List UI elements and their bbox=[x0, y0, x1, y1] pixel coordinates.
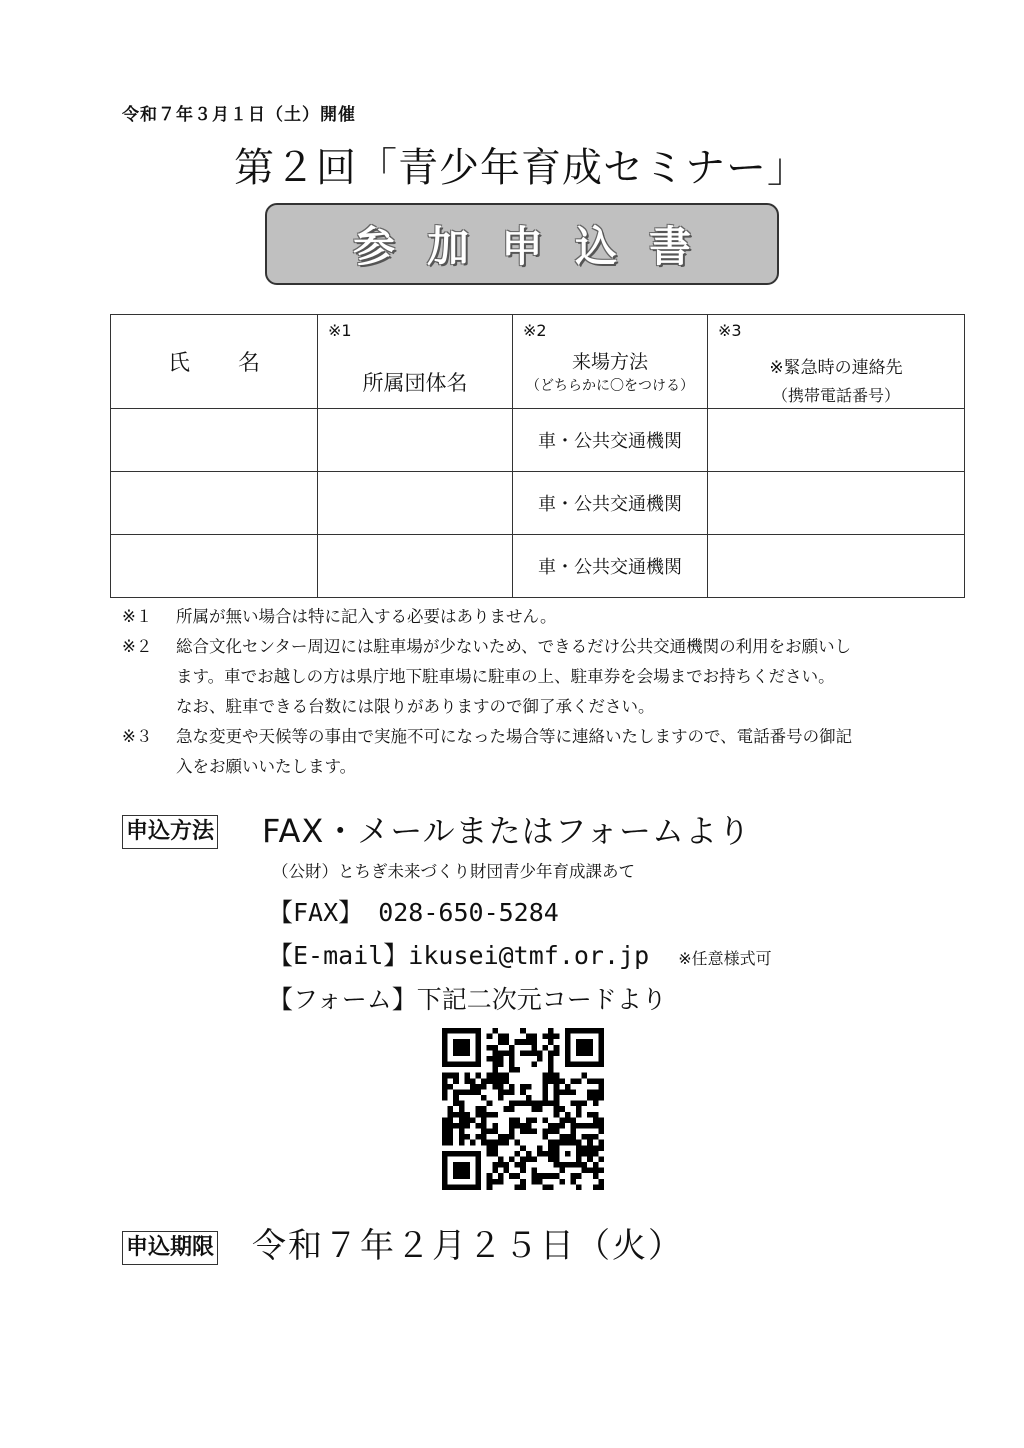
note-item bbox=[122, 602, 942, 632]
note-item bbox=[122, 722, 942, 782]
note-mark: ※１ bbox=[122, 607, 153, 626]
attendance-method-cell[interactable]: 車・公共交通機関 bbox=[513, 409, 708, 472]
attendance-method-cell[interactable]: 車・公共交通機関 bbox=[513, 535, 708, 598]
attendance-method-cell[interactable]: 車・公共交通機関 bbox=[513, 472, 708, 535]
note-line: なお、駐車できる台数には限りがありますので御了承ください。 bbox=[176, 697, 655, 716]
header-name-part1: 氏 bbox=[167, 351, 190, 376]
email-line bbox=[268, 936, 772, 972]
organization-cell[interactable] bbox=[318, 535, 513, 598]
event-date: 令和７年３月１日（土）開催 bbox=[122, 105, 356, 125]
qr-code-icon[interactable] bbox=[442, 1028, 604, 1190]
deadline-label: 申込期限 bbox=[122, 1231, 218, 1265]
fax-number: 【FAX】 028-650-5284 bbox=[268, 898, 559, 927]
organization-cell[interactable] bbox=[318, 472, 513, 535]
header-label: ※緊急時の連絡先 bbox=[769, 358, 903, 378]
table-row bbox=[111, 535, 965, 598]
application-method-label: 申込方法 bbox=[122, 815, 218, 849]
header-name-part2: 名 bbox=[238, 351, 261, 376]
contact-cell[interactable] bbox=[708, 472, 965, 535]
header-attendance-method bbox=[513, 315, 708, 409]
table-row bbox=[111, 409, 965, 472]
name-cell[interactable] bbox=[111, 472, 318, 535]
header-emergency-contact bbox=[708, 315, 965, 409]
email-address[interactable]: 【E-mail】ikusei@tmf.or.jp bbox=[268, 941, 650, 970]
contact-cell[interactable] bbox=[708, 409, 965, 472]
note-line: 入をお願いいたします。 bbox=[176, 757, 357, 776]
header-label: 所属団体名 bbox=[362, 371, 468, 395]
header-label: 来場方法 bbox=[571, 351, 648, 373]
deadline-date: 令和７年２月２５日（火） bbox=[252, 1226, 684, 1266]
form-instruction: 【フォーム】下記二次元コードより bbox=[268, 985, 667, 1014]
note-line: 急な変更や天候等の事由で実施不可になった場合等に連絡いたしますので、電話番号の御記 bbox=[176, 727, 853, 746]
header-mark: ※1 bbox=[328, 321, 352, 340]
organization-cell[interactable] bbox=[318, 409, 513, 472]
note-mark: ※３ bbox=[122, 727, 153, 746]
application-method-text: FAX・メールまたはフォームより bbox=[262, 812, 752, 850]
table-header-row bbox=[111, 315, 965, 409]
header-sublabel: （携帯電話番号） bbox=[771, 386, 900, 405]
recipient: （公財）とちぎ未来づくり財団青少年育成課あて bbox=[272, 862, 635, 881]
header-name bbox=[111, 315, 318, 409]
name-cell[interactable] bbox=[111, 535, 318, 598]
page-title: 第２回「青少年育成セミナー」 bbox=[234, 145, 808, 191]
form-title: 参加申込書 bbox=[352, 222, 723, 271]
table-row bbox=[111, 472, 965, 535]
contact-cell[interactable] bbox=[708, 535, 965, 598]
header-mark: ※2 bbox=[523, 321, 547, 340]
note-mark: ※２ bbox=[122, 637, 153, 656]
email-note: ※任意様式可 bbox=[678, 949, 772, 968]
header-sublabel: （どちらかに〇をつける） bbox=[526, 378, 694, 394]
note-item bbox=[122, 632, 942, 722]
note-line: ます。車でお越しの方は県庁地下駐車場に駐車の上、駐車券を会場までお持ちください。 bbox=[176, 667, 835, 686]
form-title-banner bbox=[265, 203, 779, 285]
name-cell[interactable] bbox=[111, 409, 318, 472]
notes bbox=[122, 602, 942, 782]
application-table bbox=[110, 314, 965, 598]
header-mark: ※3 bbox=[718, 321, 742, 340]
note-line: 所属が無い場合は特に記入する必要はありません。 bbox=[176, 607, 557, 626]
note-line: 総合文化センター周辺には駐車場が少ないため、できるだけ公共交通機関の利用をお願いし bbox=[176, 637, 852, 656]
header-organization bbox=[318, 315, 513, 409]
